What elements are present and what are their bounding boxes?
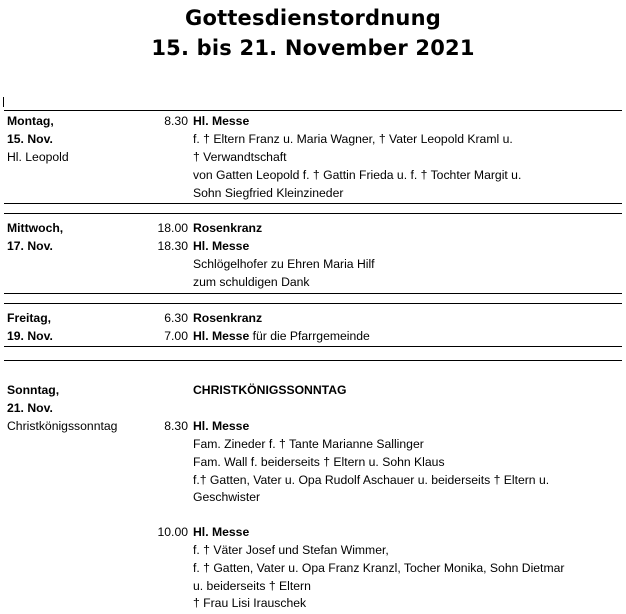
event-time: 18.30: [157, 239, 188, 253]
event-title: Rosenkranz: [193, 221, 263, 235]
event-line: f. † Eltern Franz u. Maria Wagner, † Vater Leopold Kraml u.: [193, 132, 513, 146]
event-title: Hl. Messe: [193, 114, 250, 128]
day-note: Christkönigssonntag: [7, 419, 118, 433]
event-time: 18.00: [157, 221, 188, 235]
day-date: 15. Nov.: [7, 132, 53, 146]
row-divider: [4, 203, 622, 204]
page-subtitle: 15. bis 21. November 2021: [151, 36, 475, 60]
event-line: f.† Gatten, Vater u. Opa Rudolf Aschauer u. beiderseits † Eltern u.: [193, 473, 550, 487]
event-time: 10.00: [157, 525, 188, 539]
event-time: 6.30: [164, 311, 188, 325]
row-divider: [4, 110, 622, 111]
row-divider: [4, 293, 622, 294]
day-date: 17. Nov.: [7, 239, 53, 253]
text-cursor: [3, 97, 4, 107]
page-title: Gottesdienstordnung: [185, 6, 441, 30]
event-line: [193, 327, 370, 345]
event-line: u. beiderseits † Eltern: [193, 579, 311, 593]
event-title: Hl. Messe: [193, 239, 250, 253]
day-date: 19. Nov.: [7, 329, 53, 343]
event-line: f. † Väter Josef und Stefan Wimmer,: [193, 543, 389, 557]
event-line: † Frau Lisi Irauschek: [193, 596, 307, 610]
event-line: zum schuldigen Dank: [193, 275, 310, 289]
event-line: Geschwister: [193, 490, 261, 504]
event-line: Sohn Siegfried Kleinzineder: [193, 186, 344, 200]
event-suffix: für die Pfarrgemeinde: [249, 329, 370, 343]
row-divider: [4, 303, 622, 304]
event-line: f. † Gatten, Vater u. Opa Franz Kranzl, Tocher Monika, Sohn Dietmar: [193, 561, 565, 575]
row-divider: [4, 346, 622, 347]
row-divider: [4, 213, 622, 214]
event-title: Hl. Messe: [193, 329, 250, 343]
event-title: Hl. Messe: [193, 419, 250, 433]
event-title: Rosenkranz: [193, 311, 263, 325]
event-time: 7.00: [164, 329, 188, 343]
event-line: Fam. Zineder f. † Tante Marianne Sallinger: [193, 437, 424, 451]
day-name: Montag,: [7, 114, 54, 128]
row-divider: [4, 360, 622, 361]
day-name: Mittwoch,: [7, 221, 64, 235]
day-name: Sonntag,: [7, 383, 60, 397]
event-line: Fam. Wall f. beiderseits † Eltern u. Sohn Klaus: [193, 455, 445, 469]
event-line: † Verwandtschaft: [193, 150, 287, 164]
day-name: Freitag,: [7, 311, 52, 325]
day-date: 21. Nov.: [7, 401, 53, 415]
event-title: Hl. Messe: [193, 525, 250, 539]
feast-heading: CHRISTKÖNIGSSONNTAG: [193, 383, 347, 397]
event-time: 8.30: [164, 419, 188, 433]
event-time: 8.30: [164, 114, 188, 128]
day-note: Hl. Leopold: [7, 150, 69, 164]
event-line: Schlögelhofer zu Ehren Maria Hilf: [193, 257, 375, 271]
event-line: von Gatten Leopold f. † Gattin Frieda u. f. † Tochter Margit u.: [193, 168, 522, 182]
